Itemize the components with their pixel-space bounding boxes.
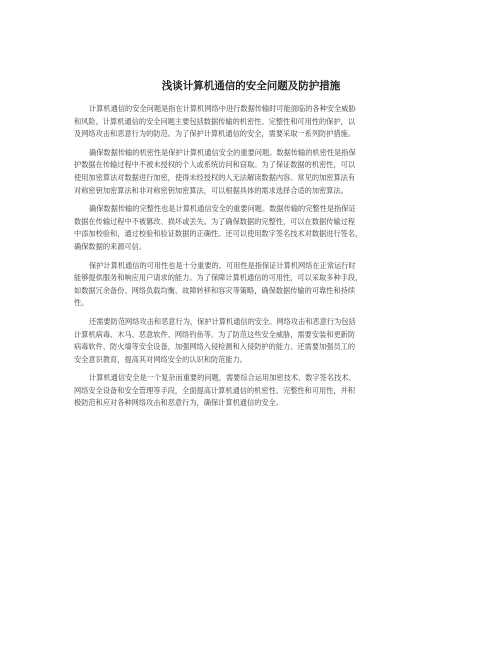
paragraph-line: 网络安全设备和安全管理等手段，全面提高计算机通信的机密性、完整性和可用性，并积 (74, 385, 356, 395)
paragraph-line: 对称密钥加密算法和非对称密钥加密算法，可以根据具体的需求选择合适的加密算法。 (74, 185, 348, 195)
paragraph-line: 及网络攻击和恶意行为的防范。为了保护计算机通信的安全，需要采取一系列防护措施。 (74, 129, 356, 139)
paragraph-line: 保护计算机通信的可用性也是十分重要的。可用性是指保证计算机网络在正常运行时 (89, 260, 356, 270)
paragraph-6 (74, 372, 434, 410)
paragraph-line: 安全意识教育，提高其对网络安全的认识和防范能力。 (74, 354, 247, 364)
paragraph-line: 确保数据的来源可信。 (74, 241, 147, 251)
document-title: 浅谈计算机通信的安全问题及防护措施 (161, 80, 341, 92)
paragraph-line: 使用加密算法对数据进行加密，使得未经授权的人无法解读数据内容。常见的加密算法有 (74, 172, 356, 182)
paragraph-line: 计算机通信的安全问题是指在计算机网络中进行数据传输时可能面临的各种安全威胁 (89, 104, 356, 113)
paragraph-line: 还需要防范网络攻击和恶意行为，保护计算机通信的安全。网络攻击和恶意行为包括 (89, 316, 356, 326)
paragraph-line: 计算机通信安全是一个复杂而重要的问题，需要综合运用加密技术、数字签名技术、 (89, 373, 356, 383)
paragraph-5 (74, 316, 434, 366)
paragraph-line: 确保数据传输的机密性是保护计算机通信安全的重要问题。数据传输的机密性是指保 (89, 147, 356, 157)
document-body (74, 103, 434, 416)
paragraph-line: 性。 (74, 298, 89, 308)
paragraph-line: 中添加校验和，通过校验和验证数据的正确性。还可以使用数字签名技术对数据进行签名， (74, 229, 363, 239)
paragraph-line: 护数据在传输过程中不被未授权的个人或系统访问和窃取。为了保证数据的机密性，可以 (74, 160, 356, 170)
paragraph-line: 确保数据传输的完整性也是计算机通信安全的重要问题。数据传输的完整性是指保证 (89, 204, 356, 214)
paragraph-4 (74, 260, 434, 310)
paragraph-line: 如数据冗余备份、网络负载均衡、故障转移和容灾等策略，确保数据传输的可靠性和持续 (74, 285, 356, 295)
paragraph-line: 计算机病毒、木马、恶意软件、网络钓鱼等。为了防范这些安全威胁，需要安装和更新防 (74, 329, 356, 339)
paragraph-line: 极防范和应对各种网络攻击和恶意行为，确保计算机通信的安全。 (74, 398, 284, 408)
paragraph-line: 数据在传输过程中不被篡改、损坏或丢失。为了确保数据的完整性，可以在数据传输过程 (74, 216, 356, 226)
paragraph-line: 病毒软件、防火墙等安全设备，加强网络入侵检测和入侵防护的能力。还需要加强员工的 (74, 342, 356, 352)
paragraph-2 (74, 147, 434, 197)
paragraph-3 (74, 203, 434, 253)
paragraph-line: 能够提供服务和响应用户请求的能力。为了保障计算机通信的可用性，可以采取多种手段， (74, 273, 363, 283)
paragraph-line: 和风险。计算机通信的安全问题主要包括数据传输的机密性、完整性和可用性的保护，以 (74, 116, 356, 126)
paragraph-1 (74, 103, 434, 141)
